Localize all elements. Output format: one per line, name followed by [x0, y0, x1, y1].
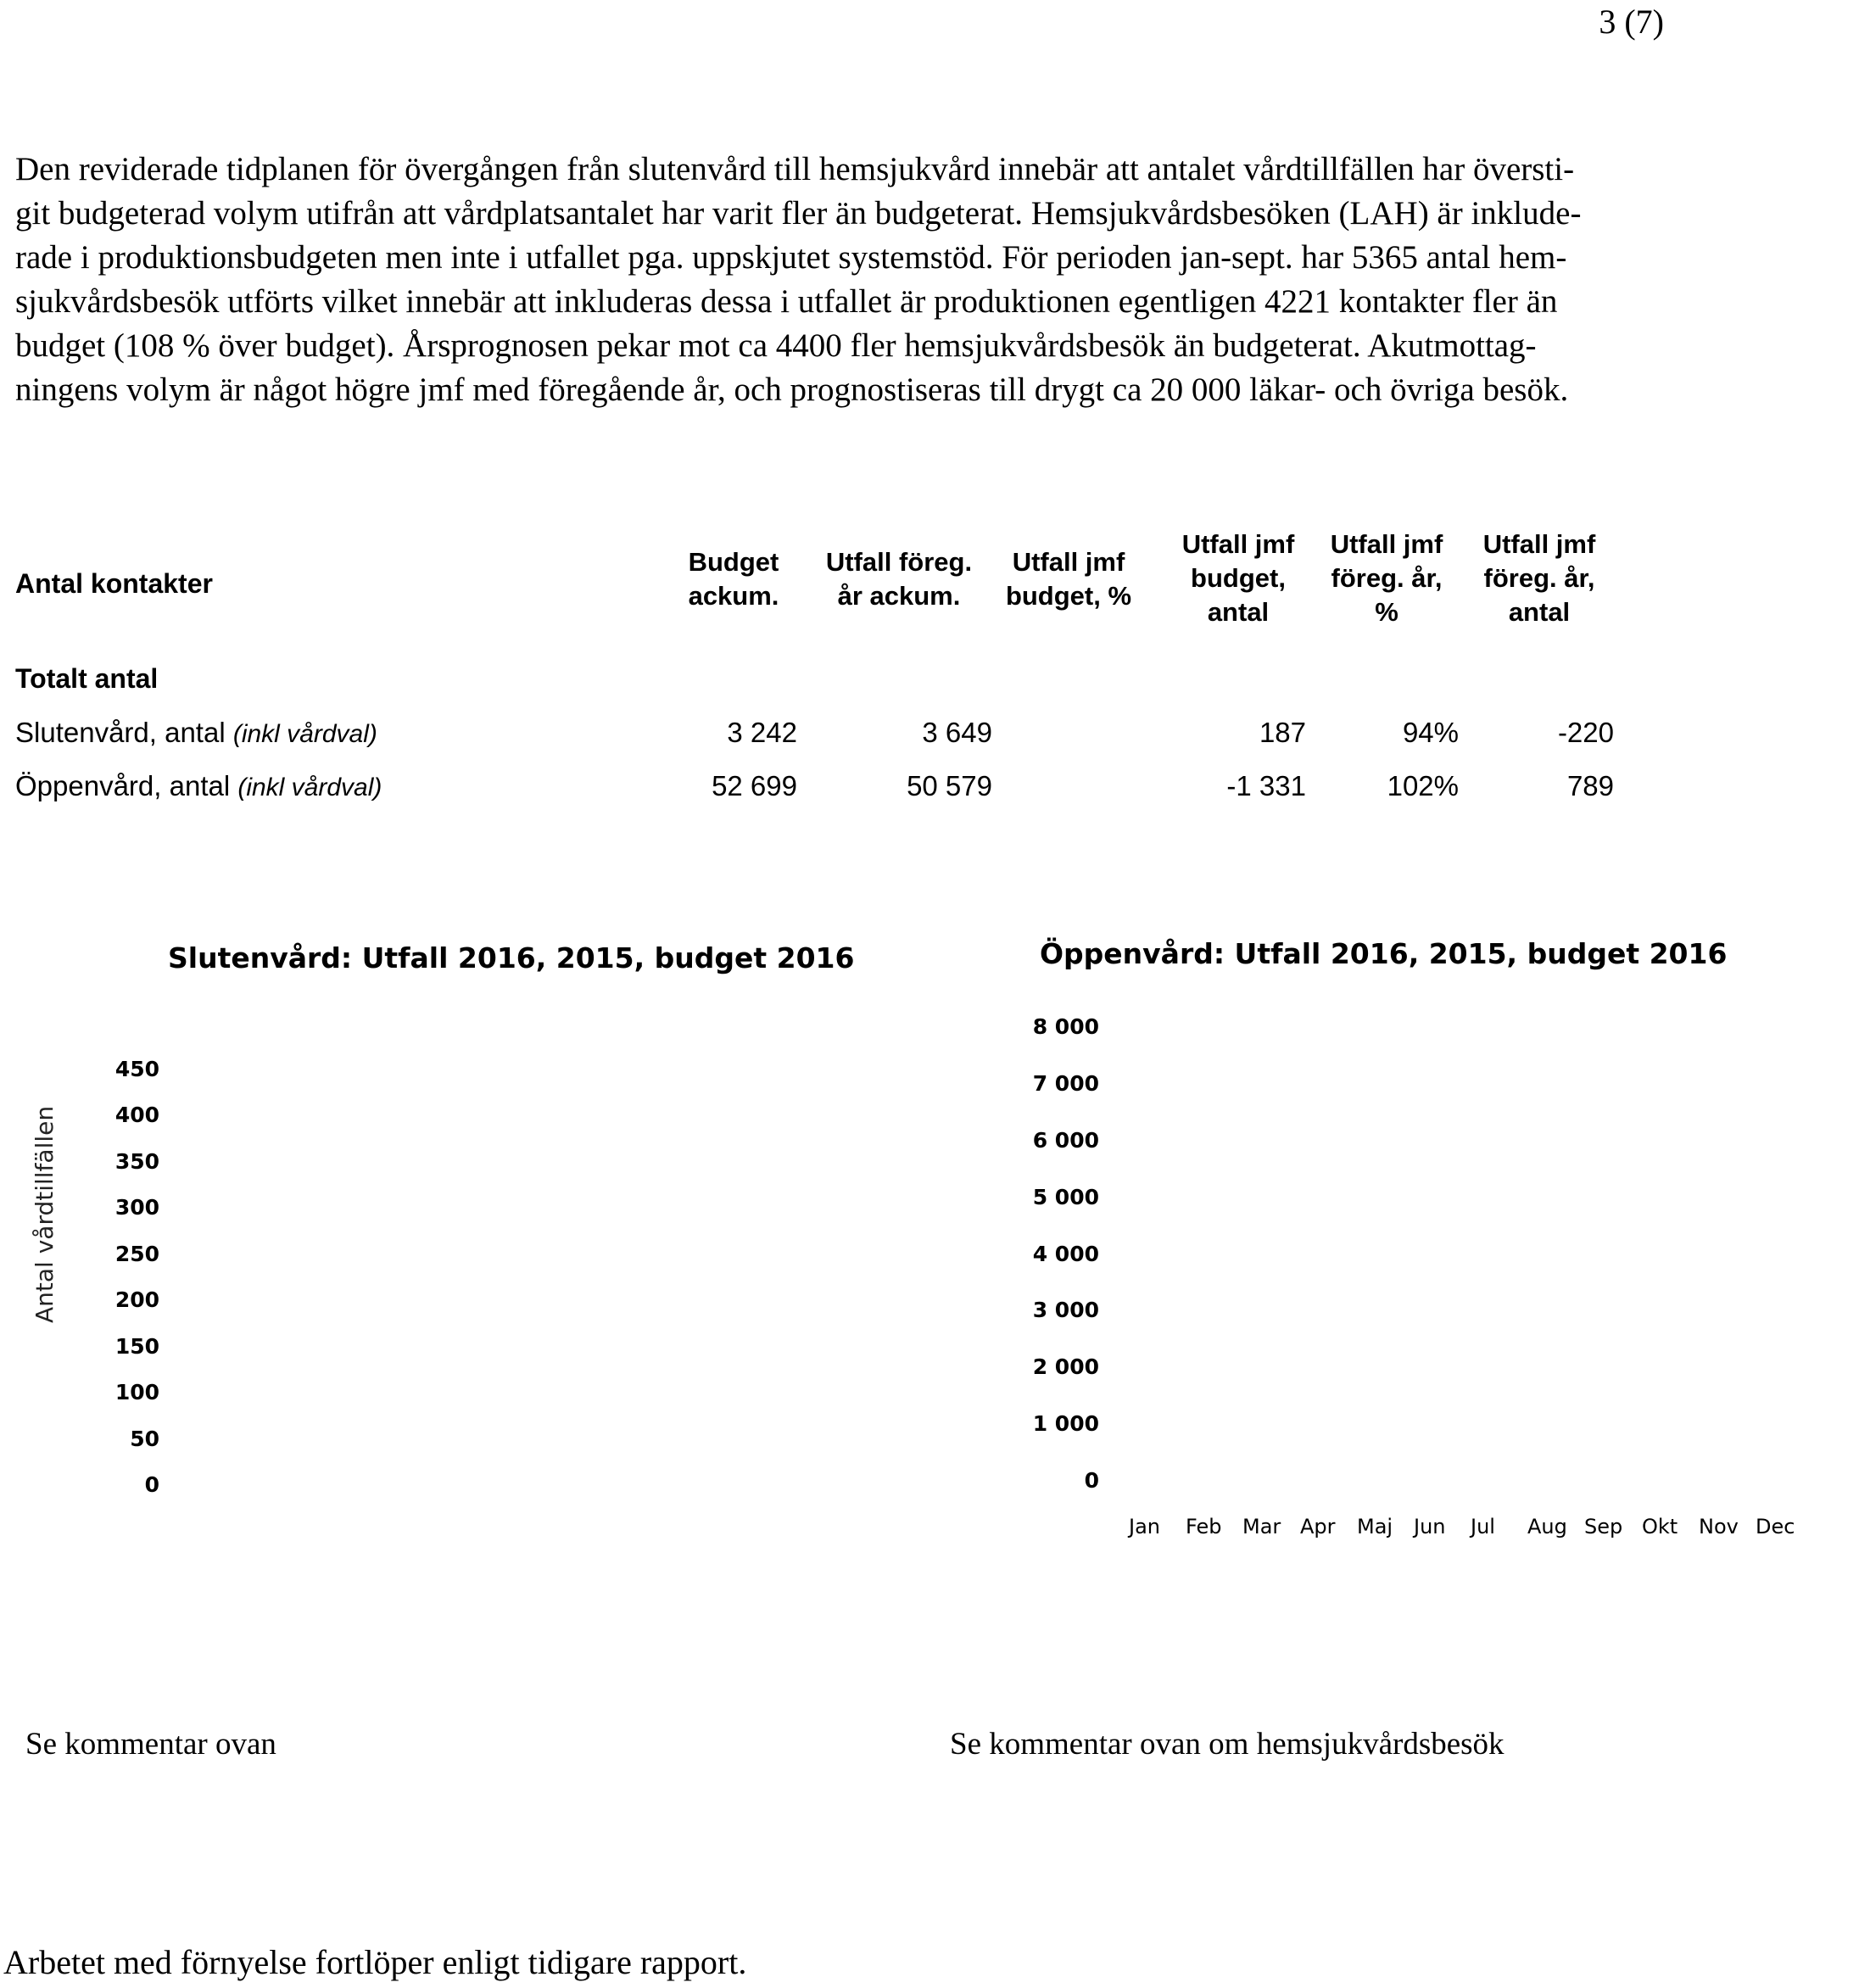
- header-line: antal: [1207, 597, 1270, 627]
- header-line: antal: [1508, 597, 1571, 627]
- intro-line: Den reviderade tidplanen för övergången från slutenvård till hemsjukvård innebär att antalet vårdtillfällen har översti-: [15, 151, 1575, 187]
- y-tick-label: 50: [130, 1427, 159, 1451]
- x-tick-label: Nov: [1699, 1515, 1739, 1538]
- y-tick-label: 8 000: [1032, 1014, 1099, 1039]
- y-tick-label: 1 000: [1032, 1411, 1099, 1436]
- x-tick-label: Aug: [1527, 1515, 1567, 1538]
- intro-line: sjukvårdsbesök utförts vilket innebär att inkluderas dessa i utfallet är produktionen egentligen 4221 kontakter fler än: [15, 283, 1558, 320]
- table-cell: 3 649: [922, 717, 992, 748]
- header-line: Utfall jmf: [1482, 529, 1596, 559]
- header-line: föreg. år,: [1331, 563, 1443, 593]
- y-tick-label: 0: [1084, 1468, 1099, 1493]
- y-tick-label: 2 000: [1032, 1354, 1099, 1379]
- x-tick-label: Okt: [1642, 1515, 1678, 1538]
- column-header-utfall-jmf-foreg-pct: [1310, 528, 1463, 629]
- table-cell: 94%: [1402, 717, 1459, 748]
- table-cell: 3 242: [727, 717, 797, 748]
- y-tick-label: 4 000: [1032, 1242, 1099, 1266]
- x-tick-label: Feb: [1186, 1515, 1222, 1538]
- y-tick-label: 0: [144, 1472, 159, 1497]
- header-line: Budget: [688, 547, 779, 577]
- column-header-utfall-jmf-foreg-antal: [1463, 528, 1616, 629]
- header-line: år ackum.: [837, 581, 961, 611]
- row-label-text: Slutenvård, antal: [15, 717, 226, 748]
- header-line: Utfall jmf: [1330, 529, 1443, 559]
- y-tick-label: 100: [114, 1380, 159, 1404]
- table-cell: 789: [1566, 770, 1614, 801]
- x-tick-label: Jul: [1471, 1515, 1495, 1538]
- chart-title: Slutenvård: Utfall 2016, 2015, budget 2016: [168, 941, 855, 974]
- x-tick-label: Sep: [1584, 1515, 1623, 1538]
- intro-line: rade i produktionsbudgeten men inte i utfallet pga. uppskjutet systemstöd. För perioden jan-sept. har 5365 antal hem-: [15, 239, 1567, 276]
- section-label: Totalt antal: [15, 663, 159, 694]
- y-tick-label: 300: [114, 1195, 159, 1220]
- x-tick-label: Maj: [1357, 1515, 1393, 1538]
- table-cell: 52 699: [712, 770, 797, 801]
- y-tick-label: 5 000: [1032, 1185, 1099, 1209]
- table-cell: 50 579: [907, 770, 992, 801]
- y-tick-label: 200: [114, 1287, 159, 1312]
- x-tick-label: Apr: [1300, 1515, 1336, 1538]
- page-number: 3 (7): [1599, 3, 1664, 41]
- x-tick-label: Mar: [1242, 1515, 1281, 1538]
- intro-paragraph: [15, 148, 1856, 412]
- y-tick-label: 7 000: [1032, 1071, 1099, 1096]
- y-tick-label: 350: [114, 1149, 159, 1174]
- column-header-utfall-foreg: [806, 545, 992, 613]
- x-tick-label: Dec: [1756, 1515, 1795, 1538]
- chart-title: Öppenvård: Utfall 2016, 2015, budget 2016: [1040, 937, 1728, 970]
- y-tick-label: 150: [114, 1334, 159, 1359]
- header-line: budget,: [1191, 563, 1286, 593]
- header-line: ackum.: [688, 581, 779, 611]
- row-label-note: (inkl vårdval): [232, 720, 377, 748]
- y-tick-label: 450: [114, 1057, 159, 1081]
- intro-line: ningens volym är något högre jmf med föregående år, och prognostiseras till drygt ca 20 000 läkar- och övriga besök.: [15, 371, 1569, 408]
- comment-left: Se kommentar ovan: [25, 1727, 276, 1762]
- header-line: Utfall jmf: [1181, 529, 1295, 559]
- header-line: Utfall jmf: [1012, 547, 1125, 577]
- intro-line: git budgeterad volym utifrån att vårdplatsantalet har varit fler än budgeterat. Hemsjukvårdsbesöken (LAH) är inklude-: [15, 195, 1582, 232]
- table-cell: -1 331: [1226, 770, 1306, 801]
- table-cell: 187: [1259, 717, 1306, 748]
- x-tick-label: Jan: [1129, 1515, 1160, 1538]
- y-tick-label: 250: [114, 1242, 159, 1266]
- table-row-label: [15, 717, 377, 749]
- header-line: budget, %: [1005, 581, 1132, 611]
- table-title: Antal kontakter: [15, 568, 213, 599]
- y-axis-label: Antal vårdtillfällen: [31, 1105, 59, 1323]
- y-tick-label: 6 000: [1032, 1128, 1099, 1153]
- header-line: Utfall föreg.: [825, 547, 973, 577]
- column-header-budget-ackum: [653, 545, 814, 613]
- table-row-label: [15, 770, 382, 802]
- y-tick-label: 400: [114, 1103, 159, 1127]
- y-tick-label: 3 000: [1032, 1298, 1099, 1322]
- x-tick-label: Jun: [1414, 1515, 1446, 1538]
- table-cell: -220: [1557, 717, 1614, 748]
- row-label-note: (inkl vårdval): [237, 773, 382, 801]
- row-label-text: Öppenvård, antal: [15, 770, 231, 801]
- comment-bottom: Arbetet med förnyelse fortlöper enligt tidigare rapport.: [3, 1943, 747, 1981]
- intro-line: budget (108 % över budget). Årsprognosen pekar mot ca 4400 fler hemsjukvårdsbesök än budgeterat. Akutmottag-: [15, 327, 1537, 364]
- comment-right: Se kommentar ovan om hemsjukvårdsbesök: [950, 1727, 1505, 1762]
- header-line: föreg. år,: [1483, 563, 1595, 593]
- table-cell: 102%: [1387, 770, 1459, 801]
- header-line: %: [1375, 597, 1398, 627]
- column-header-utfall-jmf-budget-pct: [988, 545, 1149, 613]
- column-header-utfall-jmf-budget-antal: [1162, 528, 1315, 629]
